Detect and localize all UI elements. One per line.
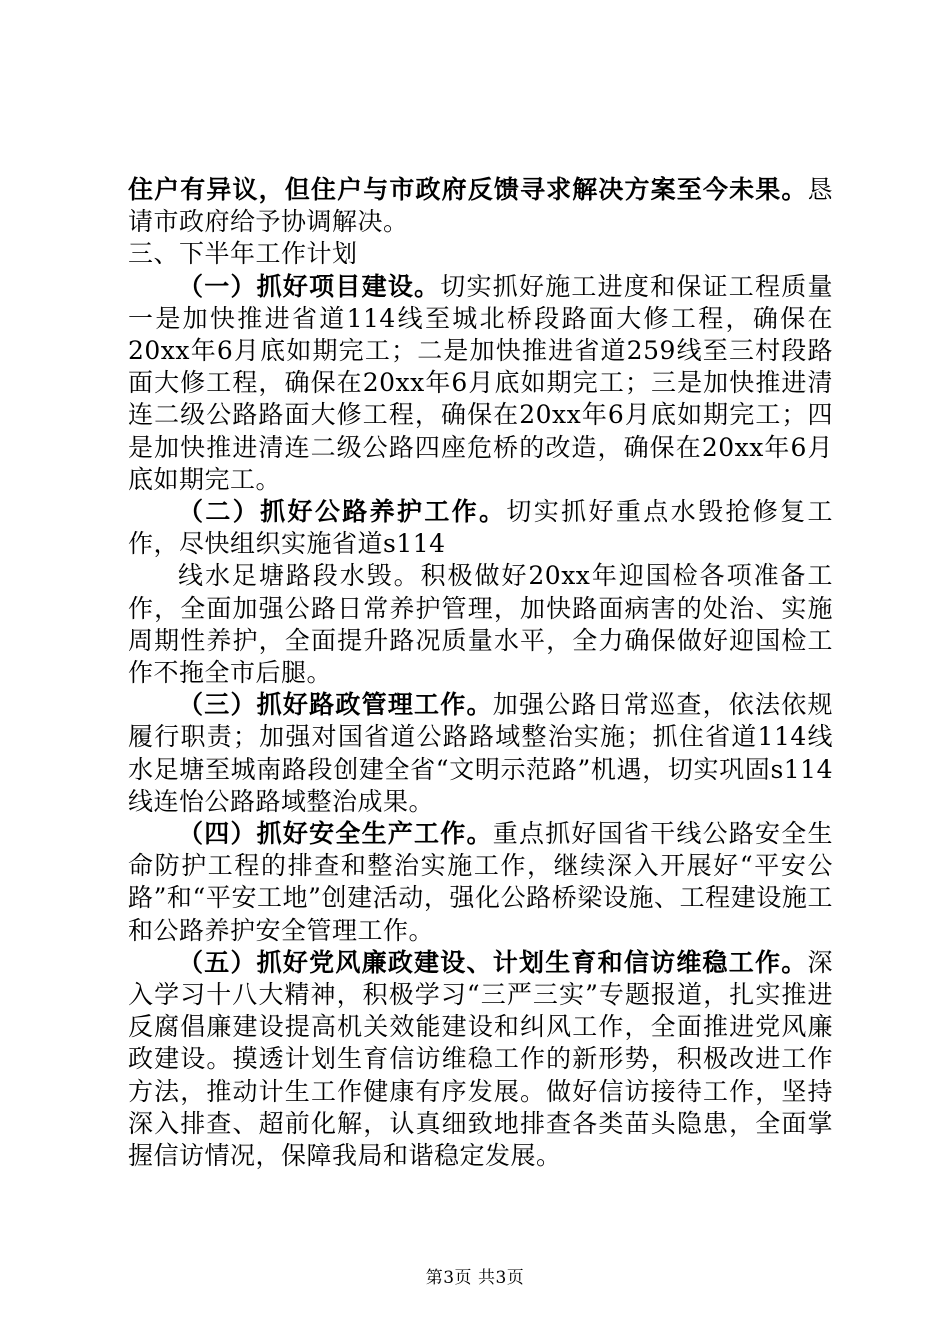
plan-item-title: （一）抓好项目建设。 — [178, 271, 441, 301]
plan-item-road-administration — [128, 689, 833, 818]
plan-item-title: （四）抓好安全生产工作。 — [178, 819, 493, 849]
plan-item-party-conduct — [128, 947, 833, 1172]
plan-item-safety-production — [128, 818, 833, 947]
bold-statement: 住户有异议，但住户与市政府反馈寻求解决方案至今未果。 — [128, 175, 808, 204]
section-heading: 三、下半年工作计划 — [128, 239, 358, 269]
plan-item-text: 重点抓好国省干线公路安全生命防护工程的排查和整治实施工作，继续深入开展好“平安公路”和“平安工地”创建活动，强化公路桥梁设施、工程建设施工和公路养护安全管理工作。 — [128, 819, 833, 945]
plan-item-road-maintenance-continued — [128, 560, 833, 689]
document-body — [128, 174, 833, 1172]
plan-item-text: 切实抓好重点水毁抢修复工作，尽快组织实施省道s114 — [128, 497, 833, 559]
plan-item-project-construction — [128, 271, 833, 496]
plan-item-title: （五）抓好党风廉政建设、计划生育和信访维稳工作。 — [178, 947, 808, 977]
plan-item-text: 切实抓好施工进度和保证工程质量一是加快推进省道114线至城北桥段路面大修工程，确保在20xx年6月底如期完工；二是加快推进省道259线至三村段路面大修工程，确保在20xx年6月底如期完工；三是加快推进清连二级公路路面大修工程，确保在20xx年6月底如期完工；四是加快推进清连二级公路四座危桥的改造，确保在20xx年6月底如期完工。 — [128, 271, 833, 494]
plan-item-text: 深入学习十八大精神，积极学习“三严三实”专题报道，扎实推进反腐倡廉建设提高机关效能建设和纠风工作，全面推进党风廉政建设。摸透计划生育信访维稳工作的新形势，积极改进工作方法，推动计生工作健康有序发展。做好信访接待工作，坚持深入排查、超前化解，认真细致地排查各类苗头隐患，全面掌握信访情况，保障我局和谐稳定发展。 — [128, 947, 833, 1171]
plan-item-text: 加强公路日常巡查，依法依规履行职责；加强对国省道公路路域整治实施；抓住省道114线水足塘至城南路段创建全省“文明示范路”机遇，切实巩固s114线连怡公路路域整治成果。 — [128, 690, 833, 816]
page-footer: 第3页 共3页 — [425, 1268, 525, 1288]
plan-item-road-maintenance — [128, 496, 833, 560]
plan-item-title: （三）抓好路政管理工作。 — [178, 690, 493, 720]
paragraph-continued — [128, 174, 833, 238]
paragraph-text: 恳请市政府给予协调解决。 — [128, 175, 833, 237]
plan-item-text: 线水足塘路段水毁。积极做好20xx年迎国检各项准备工作，全面加强公路日常养护管理，加快路面病害的处治、实施周期性养护，全面提升路况质量水平，全力确保做好迎国检工作不拖全市后腿。 — [128, 561, 833, 688]
plan-item-title: （二）抓好公路养护工作。 — [178, 497, 507, 527]
